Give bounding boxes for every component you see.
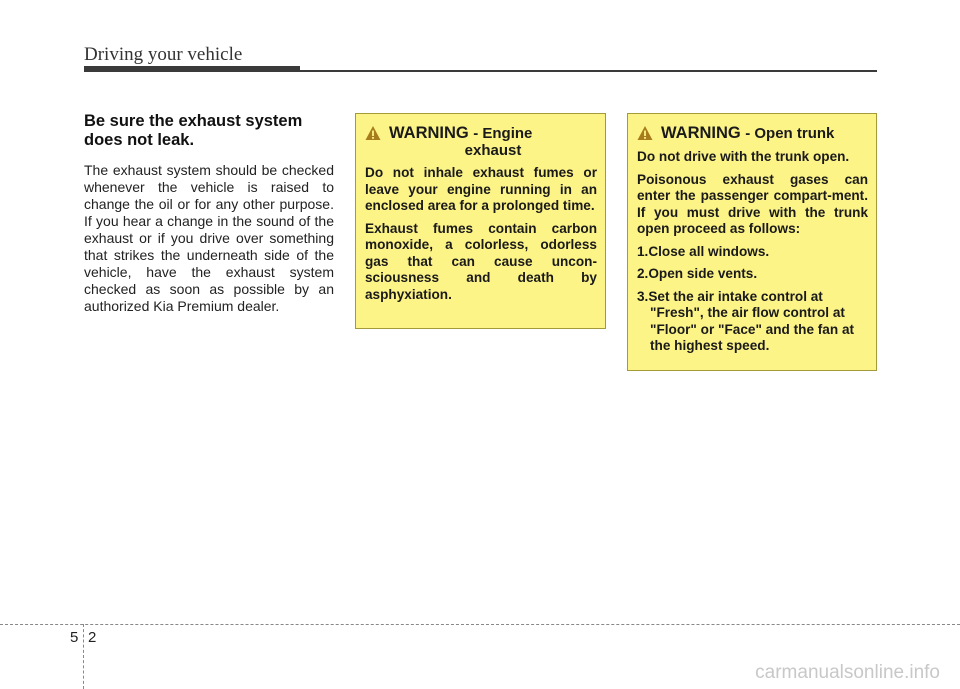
section-body: The exhaust system should be checked whenever the vehicle is raised to change the oil or for any other purpose. If you hear a change in the sound of the exhaust or if you drive over something that strikes the underneath side of the vehicle, have the exhaust system checked as soon as possible by an authorized Kia Premium dealer.	[84, 162, 334, 314]
warning-subtitle: - Open trunk	[745, 125, 835, 142]
warning-steps-list	[637, 244, 868, 355]
warning-triangle-icon	[365, 125, 381, 141]
warning-word: WARNING	[661, 124, 741, 142]
warning-subtitle: - Engine	[473, 125, 533, 142]
warning-box-engine-exhaust	[355, 113, 606, 329]
warning-engine-heading	[365, 124, 597, 143]
page-number: 2	[88, 629, 97, 646]
warning-paragraph: Poisonous exhaust gases can enter the passenger compart-ment. If you must drive with the trunk open proceed as follows:	[637, 171, 868, 236]
warning-subtitle-continued: exhaust	[464, 142, 522, 159]
warning-box-open-trunk	[627, 113, 877, 371]
warning-step: 2.Open side vents.	[637, 266, 758, 281]
warning-paragraph: Do not inhale exhaust fumes or leave your engine running in an enclosed area for a prolonged time.	[365, 165, 597, 213]
warning-triangle-icon	[637, 125, 653, 141]
warning-step: 3.Set the air intake control at "Fresh", the air flow control at "Floor" or "Face" and the fan at the highest speed.	[637, 288, 855, 353]
header-rule-thick	[84, 66, 300, 72]
footer-dashed-divider	[83, 624, 84, 689]
warning-paragraph: Do not drive with the trunk open.	[637, 149, 850, 164]
page-header-title: Driving your vehicle	[84, 44, 243, 65]
footer-dashed-rule	[0, 624, 960, 625]
warning-word: WARNING	[389, 124, 469, 142]
watermark-text: carmanualsonline.info	[755, 662, 940, 683]
exhaust-leak-section	[84, 112, 334, 315]
page-chapter-number: 5	[70, 629, 79, 646]
warning-step: 1.Close all windows.	[637, 243, 770, 259]
warning-paragraph: Exhaust fumes contain carbon monoxide, a colorless, odorless gas that can cause uncon-sciousness and death by asphyxiation.	[365, 220, 597, 302]
warning-trunk-heading	[637, 124, 868, 143]
header-rule-thin	[300, 70, 877, 72]
section-heading: Be sure the exhaust system does not leak.	[84, 112, 303, 149]
